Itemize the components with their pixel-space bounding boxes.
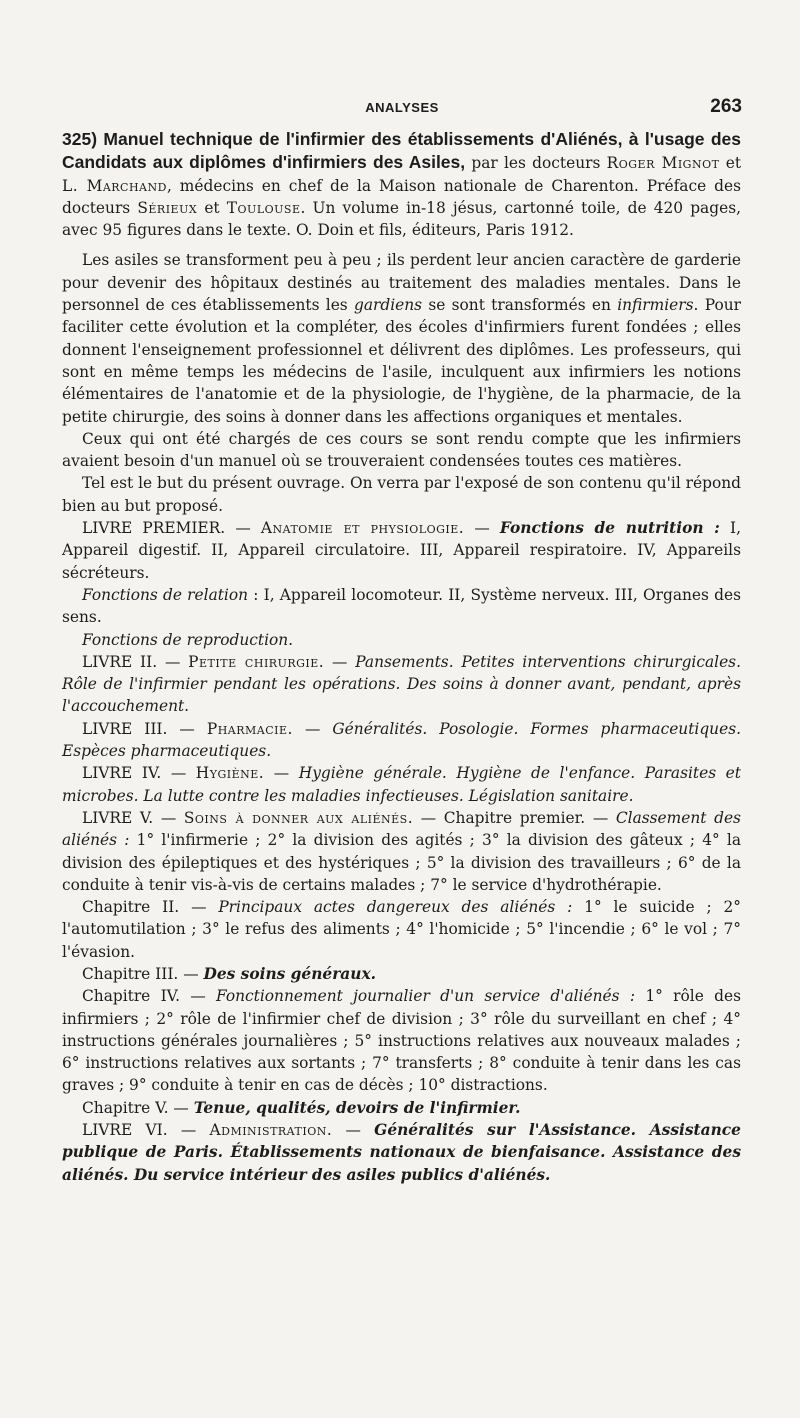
paragraph-need: Ceux qui ont été chargés de ces cours se sont rendu compte que les infirmiers avaient besoin d'un manuel où se trouveraient condensées toutes ces matières. [62,429,741,471]
running-title: ANALYSES [365,100,439,115]
livre-label: LIVRE IV. [82,764,162,783]
dash: — [345,1121,361,1140]
text-run: Pansements. Petites interventions chirurgicales. Rôle de l'infirmier pendant les opérations. Des soins à donner avant, pendant, après l'accouchement. [62,652,741,716]
entry-number: 325) [62,129,98,149]
author-affiliation: , médecins en chef de la Maison nationale de Charenton. Préface des docteurs [62,176,741,217]
entry-and: et [725,154,742,173]
dash: — [332,652,348,671]
chapter-title: Des soins généraux. [203,964,377,983]
dash: — [190,987,206,1006]
chapter-title: Tenue, qualités, devoirs de l'infirmier. [193,1098,521,1117]
livre-label: LIVRE III. [82,719,168,738]
livre-label: LIVRE II. [82,652,158,671]
text-run: 1° rôle des infirmiers ; 2° rôle de l'infirmier chef de division ; 3° rôle du surveillant en chef ; 4° instructions générales journalières ; 5° instructions relatives aux nouveaux malades ; 6° instructions relatives aux sortants ; 7° transferts ; 8° conduite à tenir dans les cas graves ; 9° conduite à tenir en cas de décès ; 10° distractions. [62,987,741,1095]
text-run: 1° l'infirmerie ; 2° la division des agités ; 3° la division des gâteux ; 4° la division des épileptiques et des hystériques ; 5° la division des travailleurs ; 6° de la conduite à tenir vis-à-vis de certains malades ; 7° le service d'hydrothérapie. [62,831,742,894]
dash: — [173,1098,189,1117]
chapitre-4 [62,985,741,1096]
dash: — [235,519,251,538]
dash: — [273,764,290,783]
paragraph-intro [62,249,741,427]
livre-label: LIVRE VI. [82,1121,168,1140]
chapter-title: Fonctionnement journalier d'un service d'aliénés : [216,987,636,1006]
text-run: I, Appareil digestif. II, Appareil circulatoire. III, Appareil respiratoire. IV, Appareils sécréteurs. [62,519,742,582]
livre-topic: Soins à donner aux aliénés. [183,808,414,827]
article-body [62,128,741,1186]
chapitre-2 [62,896,741,963]
emphasis-infirmiers: infirmiers [617,296,694,315]
livre-topic: Administration. [209,1121,333,1140]
preface-and: et [204,198,220,217]
author-1: Roger Mignot [606,154,720,173]
fonctions-reproduction: Fonctions de reproduction. [82,630,294,649]
dash: — [164,652,181,671]
chapter-label: Chapitre V. [82,1098,169,1117]
livre-label: LIVRE V. [82,808,154,827]
livre-5 [62,807,741,896]
text-run: Généralités sur l'Assistance. Assistance publique de Paris. Établissements nationaux de bienfaisance. Assistance des aliénés. Du service intérieur des asiles publics d'aliénés. [62,1121,741,1184]
preface-author-1: Sérieux [137,198,198,217]
section-heading: Fonctions de nutrition : [499,519,720,538]
paragraph-purpose: Tel est le but du présent ouvrage. On verra par l'exposé de son contenu qu'il répond bien au but proposé. [62,474,741,515]
text-run: : I, Appareil locomoteur. II, Système nerveux. III, Organes des sens. [62,585,741,627]
dash: — [180,1121,197,1140]
page-number: 263 [710,96,742,117]
chapter-label: Chapitre II. [82,898,180,917]
fonctions-relation [62,584,741,629]
emphasis-gardiens: gardiens [354,296,423,315]
dash: — [191,898,207,917]
dash: — [183,964,199,983]
publication-details: . Un volume in-18 jésus, cartonné toile, de 420 pages, avec 95 figures dans le texte. O. Doin et fils, éditeurs, Paris 1912. [62,198,741,240]
chapter-label: Chapitre IV. [82,987,180,1006]
author-2: L. Marchand [62,176,167,195]
livre-topic: Hygiène. [195,764,265,783]
preface-author-2: Toulouse [226,198,301,217]
chapter-label: Chapitre premier. [443,808,586,827]
livre-3 [62,718,741,763]
book-title: Manuel technique de l'infirmier des établissements d'Aliénés, à l'usage des Candidats aux diplômes d'infirmiers des Asiles, [62,129,741,173]
livre-1 [62,517,741,584]
chapitre-3 [62,963,741,985]
livre-2 [62,651,741,718]
text-run: se sont transformés en [428,296,611,315]
livre-6 [62,1119,741,1186]
livre-4 [62,762,741,807]
chapter-title: Principaux actes dangereux des aliénés : [218,898,573,917]
text-run: Généralités. Posologie. Formes pharmaceutiques. Espèces pharmaceutiques. [62,719,741,761]
text-run: Les asiles se transforment peu à peu ; ils perdent leur ancien caractère de garderie pour devenir des hôpitaux destinés au traitement des maladies mentales. Dans le personnel de ces établissements les [62,251,741,315]
dash: — [179,719,195,738]
livre-label: LIVRE PREMIER. [82,519,226,538]
section-heading: Fonctions de relation [82,585,249,604]
chapter-label: Chapitre III. [82,964,179,983]
dash: — [474,519,490,538]
livre-topic: Pharmacie. [206,719,293,738]
chapitre-5 [62,1097,741,1119]
dash: — [304,719,321,738]
text-run: . Pour faciliter cette évolution et la compléter, des écoles d'infirmiers furent fondées ; elles donnent l'enseignement professionnel et délivrent des diplômes. Les professeurs, qui sont en même temps les médecins de l'asile, inculquent aux infirmiers les notions élémentaires de l'anatomie et de la physiologie, de l'hygiène, de la pharmacie, de la petite chirurgie, des soins à donner dans les affections organiques et mentales. [62,296,741,426]
dash: — [170,764,187,783]
dash: — [592,808,609,827]
dash: — [160,808,177,827]
bibliographic-entry [62,128,741,241]
entry-by: par les docteurs [471,154,601,173]
dash: — [420,808,437,827]
chapter-title: Classement des aliénés : [62,808,741,850]
page-header [62,96,742,120]
livre-topic: Anatomie et physiologie. [260,519,465,538]
text-run: 1° le suicide ; 2° l'automutilation ; 3° le refus des aliments ; 4° l'homicide ; 5° l'incendie ; 6° le vol ; 7° l'évasion. [62,898,741,961]
text-run: Hygiène générale. Hygiène de l'enfance. Parasites et microbes. La lutte contre les maladies infectieuses. Législation sanitaire. [62,764,741,805]
livre-topic: Petite chirurgie. [188,652,325,671]
